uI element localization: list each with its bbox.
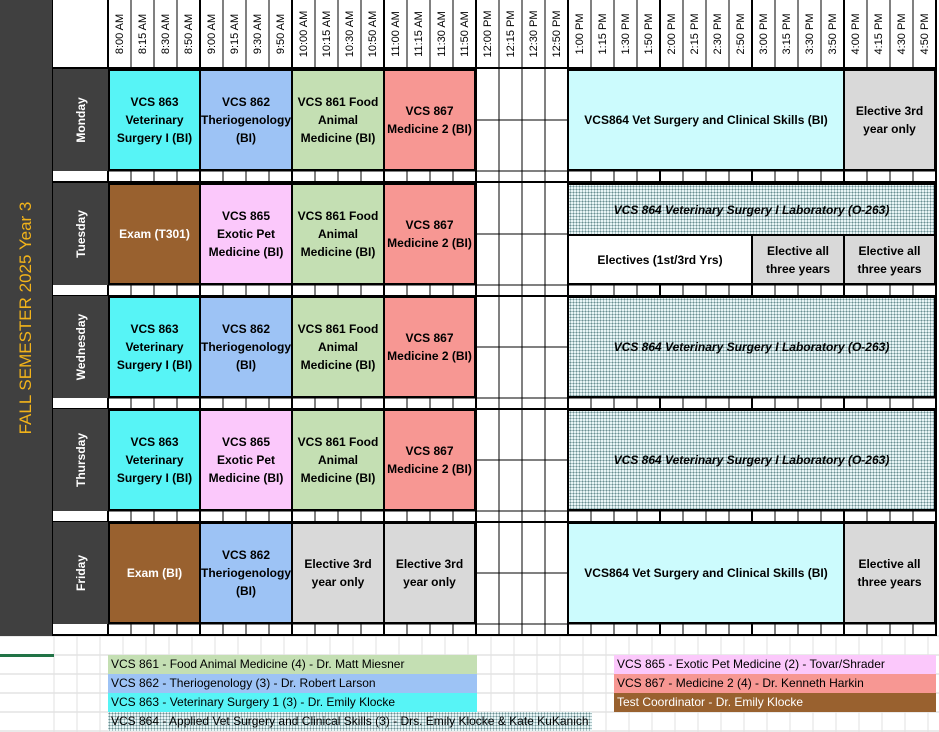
thursday-vcs863-block[interactable]: VCS 863 Veterinary Surgery I (BI) xyxy=(108,409,201,511)
semester-title: FALL SEMESTER 2025 Year 3 xyxy=(16,201,35,435)
time-header-cell[interactable]: 10:15 AM xyxy=(320,10,333,58)
legend-vcs862[interactable]: VCS 862 - Theriogenology (3) - Dr. Robert Larson xyxy=(108,674,477,693)
time-header-row xyxy=(108,0,936,68)
time-header-cell[interactable]: 8:50 AM xyxy=(182,13,195,55)
time-header-cell[interactable]: 2:30 PM xyxy=(711,13,724,55)
wednesday-vcs867-block[interactable]: VCS 867 Medicine 2 (BI) xyxy=(383,296,476,398)
time-header-cell[interactable]: 12:15 PM xyxy=(504,10,517,58)
legend-test-coordinator[interactable]: Test Coordinator - Dr. Emily Klocke xyxy=(614,693,936,712)
friday-elective-all-block[interactable]: Elective all three years xyxy=(843,522,936,624)
time-header-cell[interactable]: 3:30 PM xyxy=(803,13,816,55)
time-header-cell[interactable]: 12:50 PM xyxy=(550,10,563,58)
time-header-cell[interactable]: 4:30 PM xyxy=(895,13,908,55)
time-header-cell[interactable]: 12:00 PM xyxy=(481,10,494,58)
wednesday-vcs861-block[interactable]: VCS 861 Food Animal Medicine (BI) xyxy=(291,296,385,398)
time-header-cell[interactable]: 3:00 PM xyxy=(757,13,770,55)
monday-vcs867-block[interactable]: VCS 867 Medicine 2 (BI) xyxy=(383,69,476,171)
friday-exam-block[interactable]: Exam (BI) xyxy=(108,522,201,624)
time-header-cell[interactable]: 1:50 PM xyxy=(642,13,655,55)
friday-elective-block-2[interactable]: Elective 3rd year only xyxy=(383,522,476,624)
tuesday-vcs867-block[interactable]: VCS 867 Medicine 2 (BI) xyxy=(383,183,476,285)
tuesday-electives-block[interactable]: Electives (1st/3rd Yrs) xyxy=(567,234,753,285)
tuesday-exam-block[interactable]: Exam (T301) xyxy=(108,183,201,285)
time-header-cell[interactable]: 3:50 PM xyxy=(826,13,839,55)
time-header-cell[interactable]: 10:50 AM xyxy=(366,10,379,58)
time-header-cell[interactable]: 12:30 PM xyxy=(527,10,540,58)
tuesday-vcs865-block[interactable]: VCS 865 Exotic Pet Medicine (BI) xyxy=(199,183,293,285)
semester-title-band xyxy=(0,0,52,636)
time-header-cell[interactable]: 9:30 AM xyxy=(251,13,264,55)
wednesday-vcs863-block[interactable]: VCS 863 Veterinary Surgery I (BI) xyxy=(108,296,201,398)
time-header-cell[interactable]: 9:00 AM xyxy=(205,13,218,55)
time-header-cell[interactable]: 8:00 AM xyxy=(113,13,126,55)
legend-vcs863[interactable]: VCS 863 - Veterinary Surgery 1 (3) - Dr. Emily Klocke xyxy=(108,693,477,712)
thursday-vcs867-block[interactable]: VCS 867 Medicine 2 (BI) xyxy=(383,409,476,511)
time-header-cell[interactable]: 9:50 AM xyxy=(274,13,287,55)
time-header-cell[interactable]: 2:15 PM xyxy=(688,13,701,55)
day-label-monday[interactable]: Monday xyxy=(53,69,108,171)
time-header-cell[interactable]: 10:30 AM xyxy=(343,10,356,58)
day-label-friday[interactable]: Friday xyxy=(53,522,108,624)
day-label-wednesday[interactable]: Wednesday xyxy=(53,296,108,398)
friday-elective-block-1[interactable]: Elective 3rd year only xyxy=(291,522,385,624)
time-header-cell[interactable]: 1:15 PM xyxy=(596,13,609,55)
monday-vcs862-block[interactable]: VCS 862 Theriogenology (BI) xyxy=(199,69,293,171)
time-header-cell[interactable]: 4:50 PM xyxy=(918,13,931,55)
wednesday-vcs864-lab-block[interactable]: VCS 864 Veterinary Surgery I Laboratory (O-263) xyxy=(567,296,936,398)
thursday-vcs864-lab-block[interactable]: VCS 864 Veterinary Surgery I Laboratory (O-263) xyxy=(567,409,936,511)
time-header-cell[interactable]: 10:00 AM xyxy=(297,10,310,58)
legend-vcs864[interactable]: VCS 864 - Applied Vet Surgery and Clinical Skills (3) - Drs. Emily Klocke & Kate KuKanich xyxy=(108,712,592,731)
time-header-cell[interactable]: 11:15 AM xyxy=(412,11,425,57)
friday-vcs864-block[interactable]: VCS864 Vet Surgery and Clinical Skills (BI) xyxy=(567,522,845,624)
day-label-thursday[interactable]: Thursday xyxy=(53,409,108,511)
friday-vcs862-block[interactable]: VCS 862 Theriogenology (BI) xyxy=(199,522,293,624)
time-header-cell[interactable]: 4:00 PM xyxy=(849,13,862,55)
day-label-tuesday[interactable]: Tuesday xyxy=(53,183,108,285)
thursday-vcs865-block[interactable]: VCS 865 Exotic Pet Medicine (BI) xyxy=(199,409,293,511)
time-header-cell[interactable]: 9:15 AM xyxy=(228,13,241,55)
time-header-cell[interactable]: 3:15 PM xyxy=(780,13,793,55)
monday-vcs861-block[interactable]: VCS 861 Food Animal Medicine (BI) xyxy=(291,69,385,171)
time-header-cell[interactable]: 1:00 PM xyxy=(573,13,586,55)
legend-vcs861[interactable]: VCS 861 - Food Animal Medicine (4) - Dr. Matt Miesner xyxy=(108,655,477,674)
time-header-cell[interactable]: 11:30 AM xyxy=(435,11,448,57)
time-header-cell[interactable]: 11:50 AM xyxy=(458,11,471,57)
time-header-cell[interactable]: 8:30 AM xyxy=(159,13,172,55)
legend-vcs867[interactable]: VCS 867 - Medicine 2 (4) - Dr. Kenneth Harkin xyxy=(614,674,936,693)
monday-elective-block[interactable]: Elective 3rd year only xyxy=(843,69,936,171)
time-header-cell[interactable]: 1:30 PM xyxy=(619,13,632,55)
time-header-cell[interactable]: 8:15 AM xyxy=(136,13,149,55)
thursday-vcs861-block[interactable]: VCS 861 Food Animal Medicine (BI) xyxy=(291,409,385,511)
time-header-cell[interactable]: 4:15 PM xyxy=(872,13,885,55)
monday-vcs864-block[interactable]: VCS864 Vet Surgery and Clinical Skills (BI) xyxy=(567,69,845,171)
legend-vcs865[interactable]: VCS 865 - Exotic Pet Medicine (2) - Tovar/Shrader xyxy=(614,655,936,674)
tuesday-vcs864-lab-block[interactable]: VCS 864 Veterinary Surgery I Laboratory (O-263) xyxy=(567,183,936,236)
time-header-cell[interactable]: 11:00 AM xyxy=(389,11,402,57)
tuesday-elective-all-block-2[interactable]: Elective all three years xyxy=(843,234,936,285)
tuesday-elective-all-block-1[interactable]: Elective all three years xyxy=(751,234,845,285)
monday-vcs863-block[interactable]: VCS 863 Veterinary Surgery I (BI) xyxy=(108,69,201,171)
selected-cell-indicator xyxy=(0,654,54,657)
wednesday-vcs862-block[interactable]: VCS 862 Theriogenology (BI) xyxy=(199,296,293,398)
tuesday-vcs861-block[interactable]: VCS 861 Food Animal Medicine (BI) xyxy=(291,183,385,285)
time-header-cell[interactable]: 2:50 PM xyxy=(734,13,747,55)
time-header-cell[interactable]: 2:00 PM xyxy=(665,13,678,55)
